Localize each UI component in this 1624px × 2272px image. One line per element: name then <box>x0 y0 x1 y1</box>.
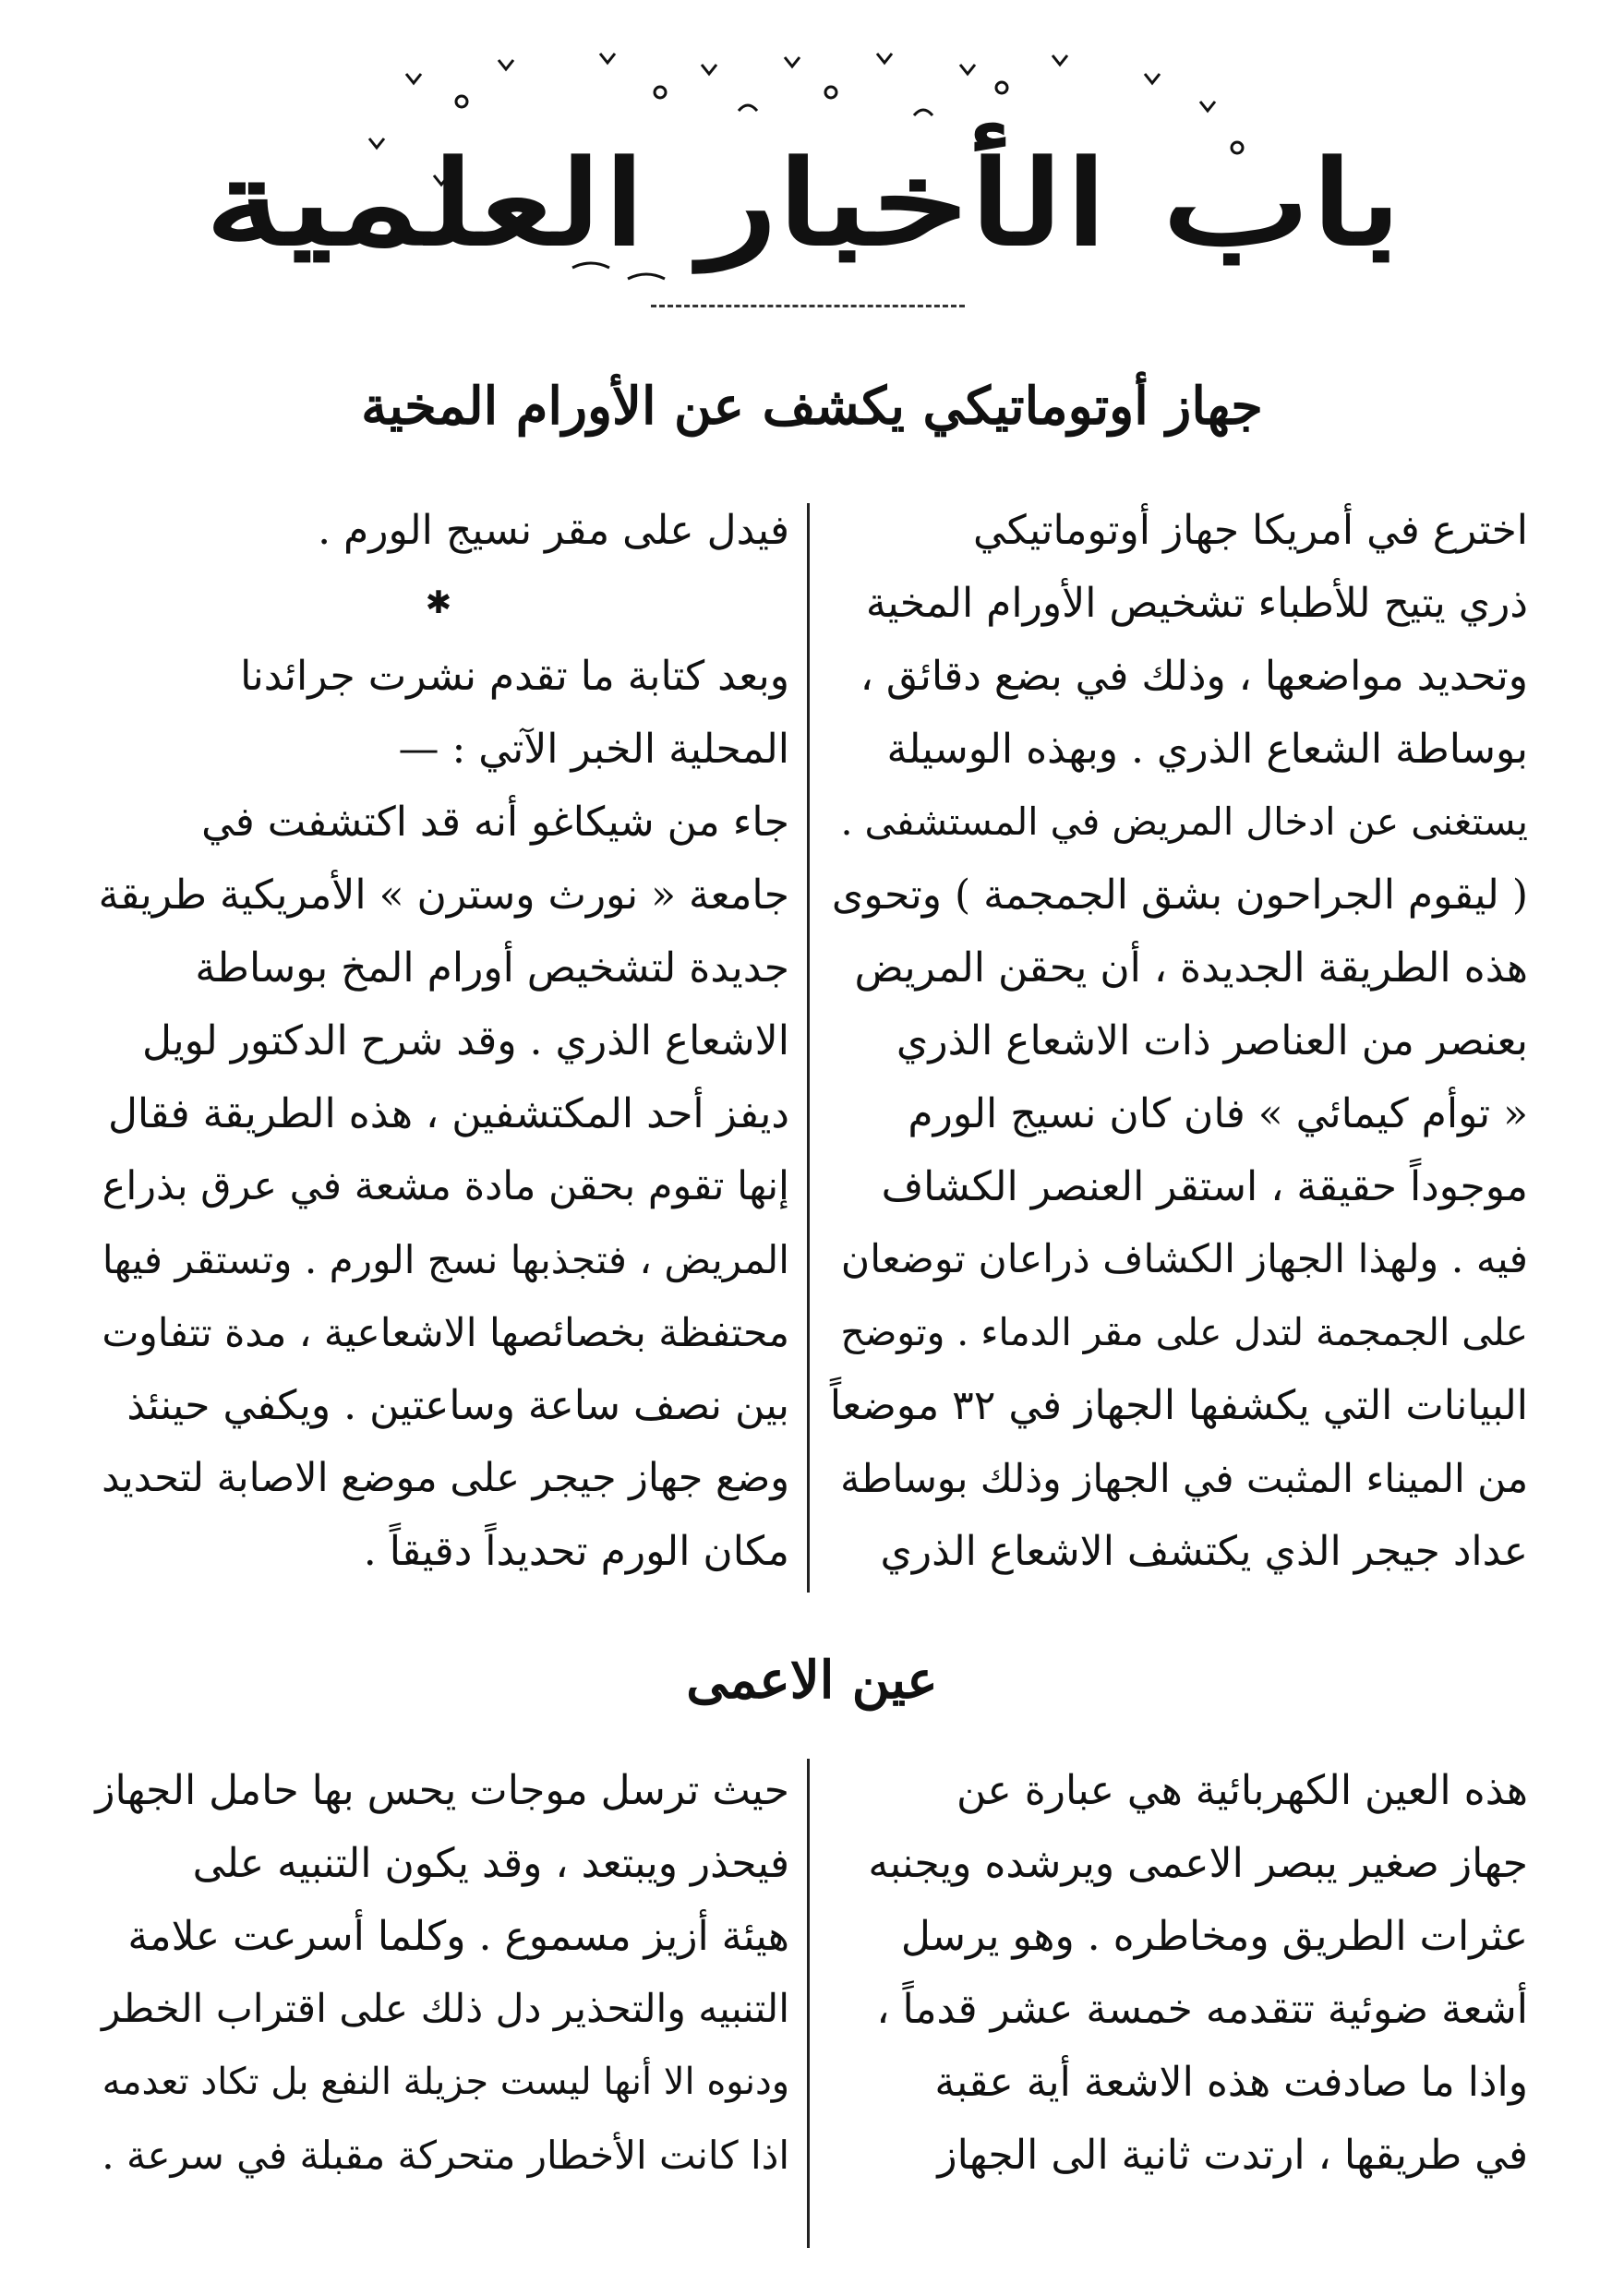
text-line: البيانات التي يكشفها الجهاز في ٣٢ موضعاً <box>829 1382 1528 1429</box>
text-line: جهاز صغير يبصر الاعمى ويرشده ويجنبه <box>868 1840 1528 1887</box>
masthead-title: باب الأخبار العلمية <box>204 135 1402 271</box>
text-line: فيه . ولهذا الجهاز الكشاف ذراعان توضعان <box>840 1236 1528 1282</box>
text-line: المريض ، فتجذبها نسج الورم . وتستقر فيها <box>102 1237 789 1282</box>
article-1-left-column <box>88 494 789 1588</box>
masthead-divider <box>651 305 965 307</box>
text-line: « توأم كيمائي » فان كان نسيج الورم <box>908 1090 1528 1137</box>
text-line: فيدل على مقر نسيج الورم . <box>318 507 789 554</box>
text-line: بين نصف ساعة وساعتين . ويكفي حينئذ <box>126 1382 789 1429</box>
text-line: عثرات الطريق ومخاطره . وهو يرسل <box>900 1913 1528 1960</box>
article-2-headline: عين الاعمى <box>686 1650 938 1711</box>
text-line: أشعة ضوئية تتقدمه خمسة عشر قدماً ، <box>876 1986 1528 2033</box>
text-line: مكان الورم تحديداً دقيقاً . <box>363 1528 789 1575</box>
text-line: حيث ترسل موجات يحس بها حامل الجهاز <box>95 1767 789 1814</box>
text-line: ديفز أحد المكتشفين ، هذه الطريقة فقال <box>107 1090 789 1137</box>
text-line: التنبيه والتحذير دل ذلك على اقتراب الخطر <box>102 1987 789 2032</box>
text-line: الاشعاع الذري . وقد شرح الدكتور لويل <box>142 1017 789 1064</box>
text-line: اخترع في أمريكا جهاز أوتوماتيكي <box>973 507 1528 554</box>
text-line: جاء من شيكاغو أنه قد اكتشفت في <box>201 799 789 846</box>
text-line: من الميناء المثبت في الجهاز وذلك بوساطة <box>840 1456 1528 1501</box>
text-line: على الجمجمة لتدل على مقر الدماء . وتوضح <box>840 1310 1528 1354</box>
article-1-headline: جهاز أوتوماتيكي يكشف عن الأورام المخية <box>361 376 1263 437</box>
text-line: يستغنى عن ادخال المريض في المستشفى . <box>840 799 1528 844</box>
text-line: وتحديد مواضعها ، وذلك في بضع دقائق ، <box>860 653 1528 700</box>
text-line: جامعة « نورث وسترن » الأمريكية طريقة <box>98 872 789 919</box>
text-line: هذه العين الكهربائية هي عبارة عن <box>956 1767 1528 1814</box>
text-line: بوساطة الشعاع الذري . وبهذه الوسيلة <box>886 726 1528 773</box>
text-line: موجوداً حقيقة ، استقر العنصر الكشاف <box>881 1163 1528 1210</box>
column-divider <box>807 1759 810 2248</box>
column-divider <box>807 503 810 1593</box>
text-line: إنها تقوم بحقن مادة مشعة في عرق بذراع <box>102 1163 789 1209</box>
text-line: عداد جيجر الذي يكتشف الاشعاع الذري <box>880 1528 1528 1575</box>
text-line: في طريقها ، ارتدت ثانية الى الجهاز <box>937 2132 1528 2179</box>
text-line: واذا ما صادفت هذه الاشعة أية عقبة <box>934 2059 1528 2106</box>
article-1-right-column <box>826 494 1528 1588</box>
masthead <box>204 37 1402 314</box>
text-line: ( ليقوم الجراحون بشق الجمجمة ) وتحوى <box>831 872 1528 919</box>
text-line: فيحذر ويبتعد ، وقد يكون التنبيه على <box>192 1840 789 1887</box>
star-separator-icon: ✱ <box>425 584 452 621</box>
text-line: هيئة أزيز مسموع . وكلما أسرعت علامة <box>127 1913 789 1960</box>
text-line: جديدة لتشخيص أورام المخ بوساطة <box>195 944 789 992</box>
text-line: اذا كانت الأخطار متحركة مقبلة في سرعة . <box>102 2133 789 2178</box>
text-line: بعنصر من العناصر ذات الاشعاع الذري <box>896 1017 1528 1064</box>
text-line: ذري يتيح للأطباء تشخيص الأورام المخية <box>865 580 1528 627</box>
article-2-right-column <box>826 1754 1528 2192</box>
text-line: هذه الطريقة الجديدة ، أن يحقن المريض <box>854 944 1528 992</box>
text-line: ودنوه الا أنها ليست جزيلة النفع بل تكاد تعدمه <box>102 2061 789 2103</box>
text-line: محتفظة بخصائصها الاشعاعية ، مدة تتفاوت <box>102 1310 789 1355</box>
text-line: المحلية الخبر الآتي : — <box>398 726 789 773</box>
article-2-left-column <box>88 1754 789 2192</box>
text-line: وضع جهاز جيجر على موضع الاصابة لتحديد <box>102 1455 789 1501</box>
text-line: وبعد كتابة ما تقدم نشرت جرائدنا <box>240 653 789 700</box>
